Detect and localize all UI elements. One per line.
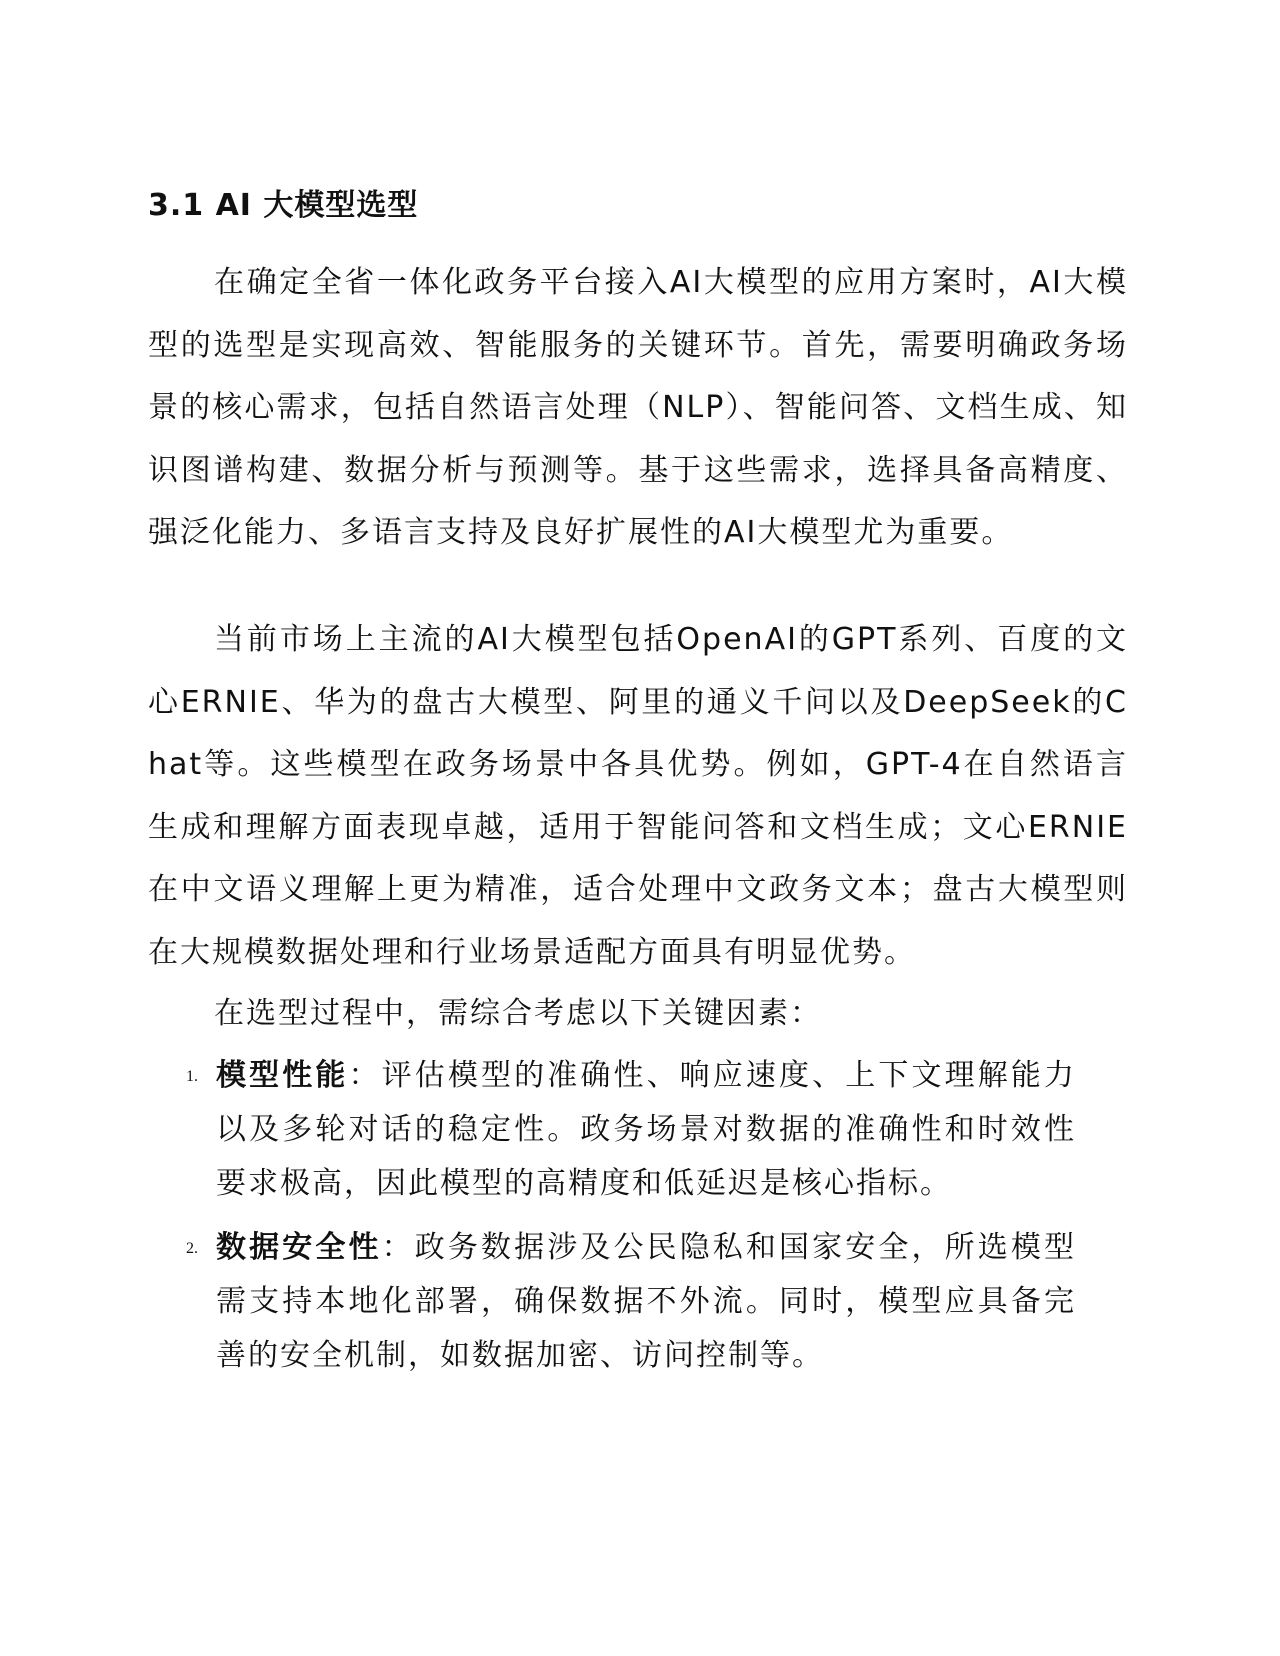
factor-description: ：政务数据涉及公民隐私和国家安全，所选模型需支持本地化部署，确保数据不外流。同时，模型应具备完善的安全机制，如数据加密、访问控制等。 xyxy=(216,1230,1077,1373)
list-item-text xyxy=(216,1221,1076,1383)
list-item xyxy=(0,1049,1280,1211)
factor-term: 数据安全性 xyxy=(216,1230,382,1265)
factor-term: 模型性能 xyxy=(216,1058,349,1093)
section-heading: 3.1 AI 大模型选型 xyxy=(148,188,419,223)
list-marker: 2. xyxy=(186,1240,198,1257)
paragraph-mainstream-models: 当前市场上主流的AI大模型包括OpenAI的GPT系列、百度的文心ERNIE、华为的盘古大模型、阿里的通义千问以及DeepSeek的Chat等。这些模型在政务场景中各具优势。例如，GPT-4在自然语言生成和理解方面表现卓越，适用于智能问答和文档生成；文心ERNIE在中文语义理解上更为精准，适合处理中文政务文本；盘古大模型则在大规模数据处理和行业场景适配方面具有明显优势。 xyxy=(148,622,1128,970)
paragraph-model-selection-intro: 在确定全省一体化政务平台接入AI大模型的应用方案时，AI大模型的选型是实现高效、智能服务的关键环节。首先，需要明确政务场景的核心需求，包括自然语言处理（NLP）、智能问答、文档生成、知识图谱构建、数据分析与预测等。基于这些需求，选择具备高精度、强泛化能力、多语言支持及良好扩展性的AI大模型尤为重要。 xyxy=(148,265,1128,550)
list-item-text xyxy=(216,1049,1076,1211)
factor-description: ：评估模型的准确性、响应速度、上下文理解能力以及多轮对话的稳定性。政务场景对数据的准确性和时效性要求极高，因此模型的高精度和低延迟是核心指标。 xyxy=(216,1058,1077,1201)
list-item xyxy=(0,1221,1280,1383)
key-factors-list xyxy=(0,1049,1280,1393)
list-marker: 1. xyxy=(186,1068,198,1085)
paragraph-key-factors-intro: 在选型过程中，需综合考虑以下关键因素： xyxy=(214,996,822,1031)
